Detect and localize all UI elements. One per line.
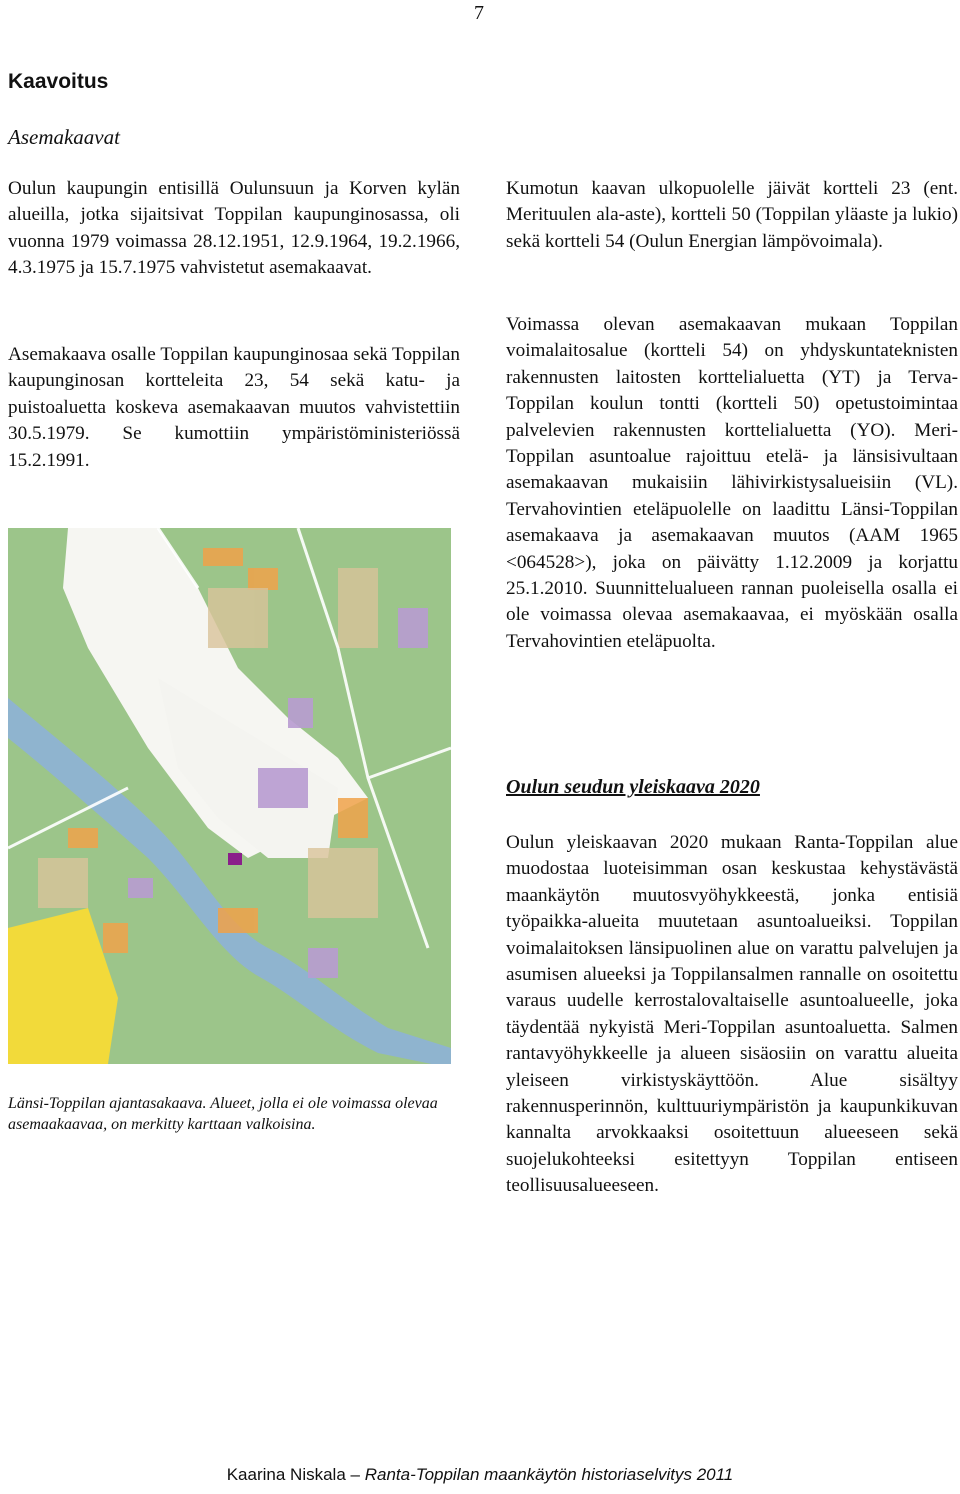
- page-number: 7: [474, 2, 484, 24]
- map-caption: Länsi-Toppilan ajantasakaava. Alueet, jolla ei ole voimassa olevaa asemaakaavaa, on merkitty karttaan valkoisina.: [8, 1095, 438, 1133]
- paragraph-text: Oulun yleiskaavan 2020 mukaan Ranta-Toppilan alue muodostaa luoteisimman osan keskustaa kehystävästä maankäytön muutosvyöhykkeestä, jonka entisiä työpaikka-alueita muutetaan asuntoalueiksi. Toppilan voimalaitoksen länsipuolinen alue on varattu palvelujen ja asumisen alueeksi ja Toppilansalmen rannalle on osoitettu varaus uudelle kerrostalovaltaiselle asuntoalueelle, joka täydentää nykyistä Meri-Toppilan asuntoaluetta. Salmen rantavyöhykkeelle ja alueen sisäosiin on varattu alueita yleiseen virkistyskäyttöön. Alue sisältyy rakennusperinnön, kulttuuriympäristön ja kaupunkikuvan kannalta arvokkaaksi osoitettuun alueeseen sekä suojelukohteeksi esitettyyn Toppilan entiseen teollisuusalueeseen.: [506, 832, 958, 1197]
- paragraph-text: Voimassa olevan asemakaavan mukaan Toppilan voimalaitosalue (kortteli 54) on yhdyskuntateknisten rakennusten laitosten korttelialuetta (YT) ja Terva-Toppilan koulun tontti (kortteli 50) opetustoimintaa palvelevien rakennusten korttelialuetta (YO). Meri-Toppilan asuntoalue rajoittuu etelä- ja länsisivultaan asemakaavan mukaisiin lähivirkistysalueisiin (VL). Tervahovintien eteläpuolelle on laadittu Länsi-Toppilan asemakaava ja asemakaavan muutos (AAM 1965 <064528>), joka on päivätty 1.12.2009 ja korjattu 25.1.2010. Suunnittelualueen rannan puoleisella osalla ei ole voimassa olevaa asemakaavaa, ei myöskään osalla Tervahovintien eteläpuolta.: [506, 314, 958, 652]
- page-footer: [0, 1465, 960, 1485]
- paragraph-text: Asemakaava osalle Toppilan kaupunginosaa sekä Toppilan kaupunginosan kortteleita 23, 54 sekä katu- ja puistoaluetta koskeva asemakaavan muutos vahvistettiin 30.5.1979. Se kumottiin ympäristöministeriössä 15.2.1991.: [8, 344, 460, 471]
- section2-paragraph: [506, 830, 958, 1200]
- left-paragraph-1: [8, 176, 460, 282]
- paragraph-text: Kumotun kaavan ulkopuolelle jäivät kortteli 23 (ent. Merituulen ala-aste), kortteli 50 (Toppilan yläaste ja lukio) sekä kortteli 54 (Oulun Energian lämpövoimala).: [506, 178, 958, 252]
- section-heading: Kaavoitus: [8, 70, 109, 93]
- zoning-map-image: [8, 528, 451, 1064]
- section2-heading: Oulun seudun yleiskaava 2020: [506, 776, 760, 798]
- right-paragraph-2: [506, 312, 958, 655]
- footer-title: Ranta-Toppilan maankäytön historiaselvitys 2011: [364, 1465, 734, 1484]
- right-paragraph-1: [506, 176, 958, 255]
- footer-dash: –: [350, 1465, 360, 1484]
- footer-author: Kaarina Niskala: [226, 1465, 346, 1484]
- subsection-heading: Asemakaavat: [8, 125, 120, 149]
- left-paragraph-2: [8, 342, 460, 474]
- paragraph-text: Oulun kaupungin entisillä Oulunsuun ja Korven kylän alueilla, jotka sijaitsivat Toppilan kaupunginosassa, oli vuonna 1979 voimassa 28.12.1951, 12.9.1964, 19.2.1966, 4.3.1975 ja 15.7.1975 vahvistetut asemakaavat.: [8, 178, 460, 279]
